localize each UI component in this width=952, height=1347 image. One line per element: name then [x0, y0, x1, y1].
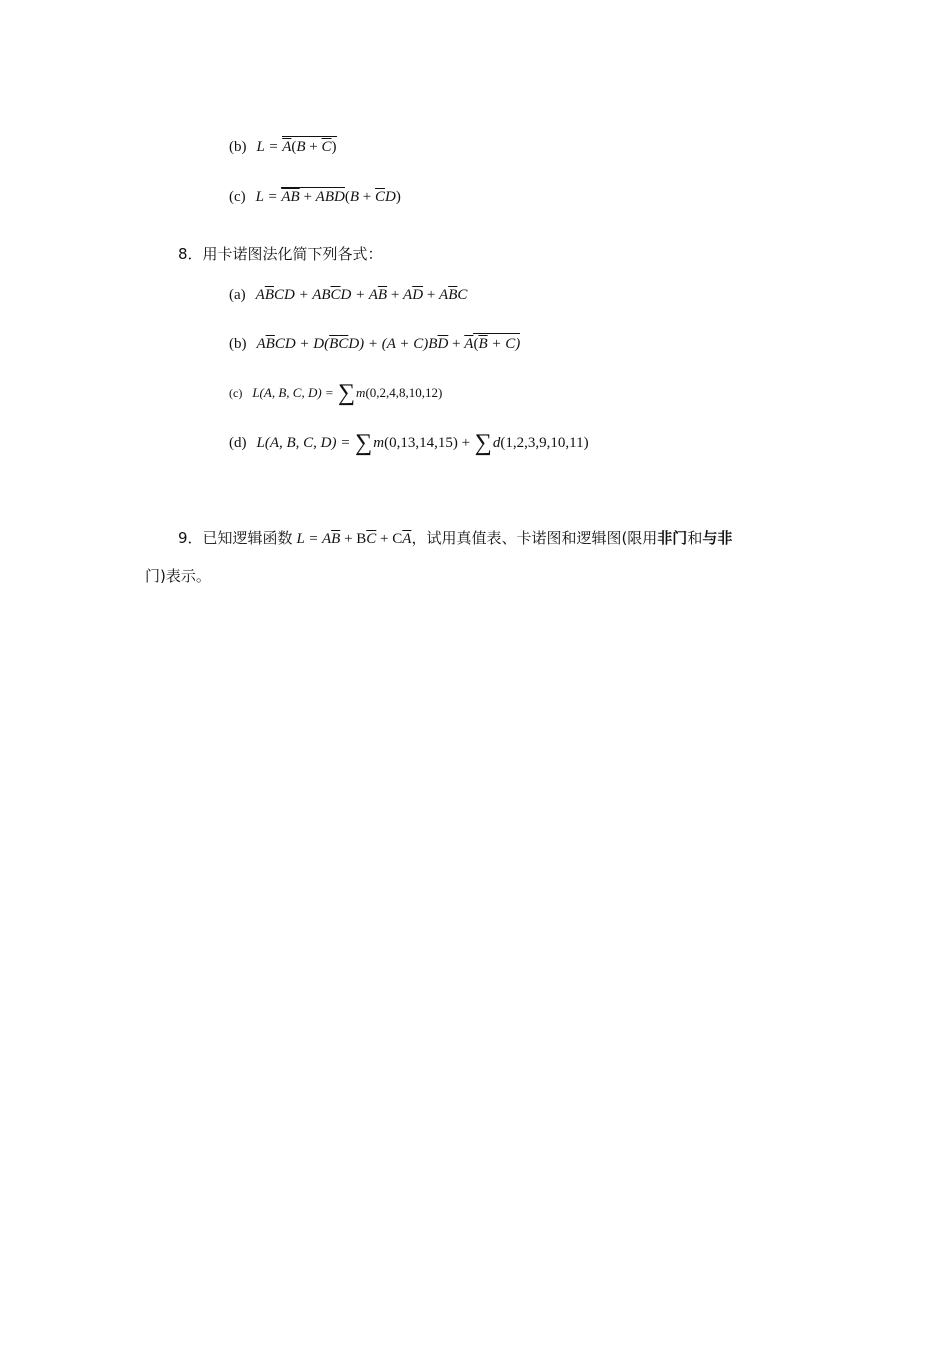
formula-part: B	[349, 189, 359, 205]
q8-heading: 8．用卡诺图法化简下列各式：	[178, 245, 383, 263]
formula-part: C	[457, 287, 468, 303]
item-label: (d)	[229, 435, 247, 451]
formula	[256, 430, 589, 456]
formula-part: + C	[376, 531, 403, 547]
formula-part: $\overline{B}$	[377, 287, 388, 303]
q7-item-c	[229, 186, 401, 207]
formula-part: (	[291, 139, 297, 155]
formula-part: $\overline{A}$	[464, 336, 474, 352]
formula-part: L = A	[296, 531, 332, 547]
overline-group	[282, 136, 336, 155]
formula-part: +	[423, 287, 440, 303]
q9-prefix: 9．已知逻辑函数	[178, 529, 293, 547]
formula-part: D +	[340, 287, 369, 303]
formula-part: L(A, B, C, D) =	[252, 385, 337, 400]
q7-item-b	[229, 136, 337, 157]
formula-part: D) + (A + C)B	[348, 336, 438, 352]
formula-part: + C)	[487, 336, 521, 352]
formula-part: $\overline{C}$	[366, 531, 377, 547]
q9-bold-nand: 与非	[702, 529, 733, 547]
formula-part: $\overline{C}$	[330, 287, 341, 303]
sigma-symbol: ∑	[474, 430, 492, 456]
formula	[297, 529, 412, 549]
q8-item-c	[229, 380, 443, 406]
formula-part: A	[368, 287, 378, 303]
formula-part: B	[296, 139, 306, 155]
formula-part: $\overline{AB}$	[281, 189, 300, 205]
formula	[256, 285, 468, 305]
formula-part: $\overline{C}$	[321, 139, 332, 155]
formula-part: m	[373, 435, 385, 451]
q9-line-1	[178, 528, 732, 549]
formula-part: $\overline{C}$	[374, 189, 385, 205]
formula-part: +	[299, 189, 316, 205]
formula-part: $\overline{B}$	[329, 336, 339, 352]
formula-part: $\overline{B}$	[331, 531, 341, 547]
formula-part: +	[359, 189, 375, 205]
item-label: (b)	[229, 336, 247, 352]
formula-part: )	[395, 189, 401, 205]
formula-part: (0,13,14,15) +	[384, 435, 474, 451]
formula-part: L =	[255, 189, 282, 205]
q9-bold-not-gate: 非门	[657, 529, 688, 547]
formula-part: A	[403, 287, 413, 303]
q9-and: 和	[687, 529, 703, 547]
formula-part: $\overline{A}$	[282, 139, 292, 155]
formula-part: $\overline{D}$	[412, 287, 424, 303]
formula-part: $\overline{A}$	[402, 531, 412, 547]
item-label: (c)	[229, 189, 246, 205]
formula-part: )	[331, 139, 337, 155]
formula-part: L(A, B, C, D) =	[256, 435, 355, 451]
item-label: (c)	[229, 386, 243, 400]
formula	[257, 333, 521, 354]
item-label: (a)	[229, 287, 246, 303]
formula-part: (	[473, 336, 479, 352]
formula-part: (	[344, 189, 350, 205]
formula-part: A	[256, 336, 266, 352]
formula-part: + B	[340, 531, 367, 547]
formula	[256, 187, 401, 207]
formula-part: +	[305, 139, 322, 155]
formula-part: D	[384, 189, 396, 205]
formula-part: $\overline{C}$	[338, 336, 349, 352]
formula-part: (1,2,3,9,10,11)	[500, 435, 589, 451]
q8-item-d	[229, 430, 589, 456]
formula-part: d	[492, 435, 501, 451]
formula-part: AB	[312, 287, 331, 303]
q9-mid: ，试用真值表、卡诺图和逻辑图(限用	[411, 529, 658, 547]
overline-group	[473, 333, 520, 352]
formula-part: $\overline{B}$	[478, 336, 488, 352]
formula	[252, 380, 443, 406]
q8-item-a	[229, 284, 467, 305]
formula-part: m	[356, 385, 366, 400]
q8-item-b	[229, 333, 520, 354]
formula-part: $\overline{B}$	[264, 287, 274, 303]
formula-part: ABD	[315, 189, 345, 205]
sigma-symbol: ∑	[337, 380, 356, 406]
formula-part: +	[448, 336, 465, 352]
formula-part: (0,2,4,8,10,12)	[365, 385, 443, 400]
formula-part: A	[255, 287, 265, 303]
formula-part: $\overline{B}$	[448, 287, 458, 303]
formula-part: $\overline{D}$	[437, 336, 449, 352]
overline-group	[281, 187, 344, 205]
sigma-symbol: ∑	[355, 430, 373, 456]
formula-part: L =	[256, 139, 283, 155]
q9-line-2: 门)表示。	[145, 567, 211, 585]
formula-part: $\overline{B}$	[265, 336, 275, 352]
formula-part: CD +	[274, 287, 313, 303]
formula-part: CD + D(	[274, 336, 330, 352]
formula	[257, 136, 337, 157]
item-label: (b)	[229, 139, 247, 155]
formula-part: A	[439, 287, 449, 303]
formula-part: +	[387, 287, 404, 303]
